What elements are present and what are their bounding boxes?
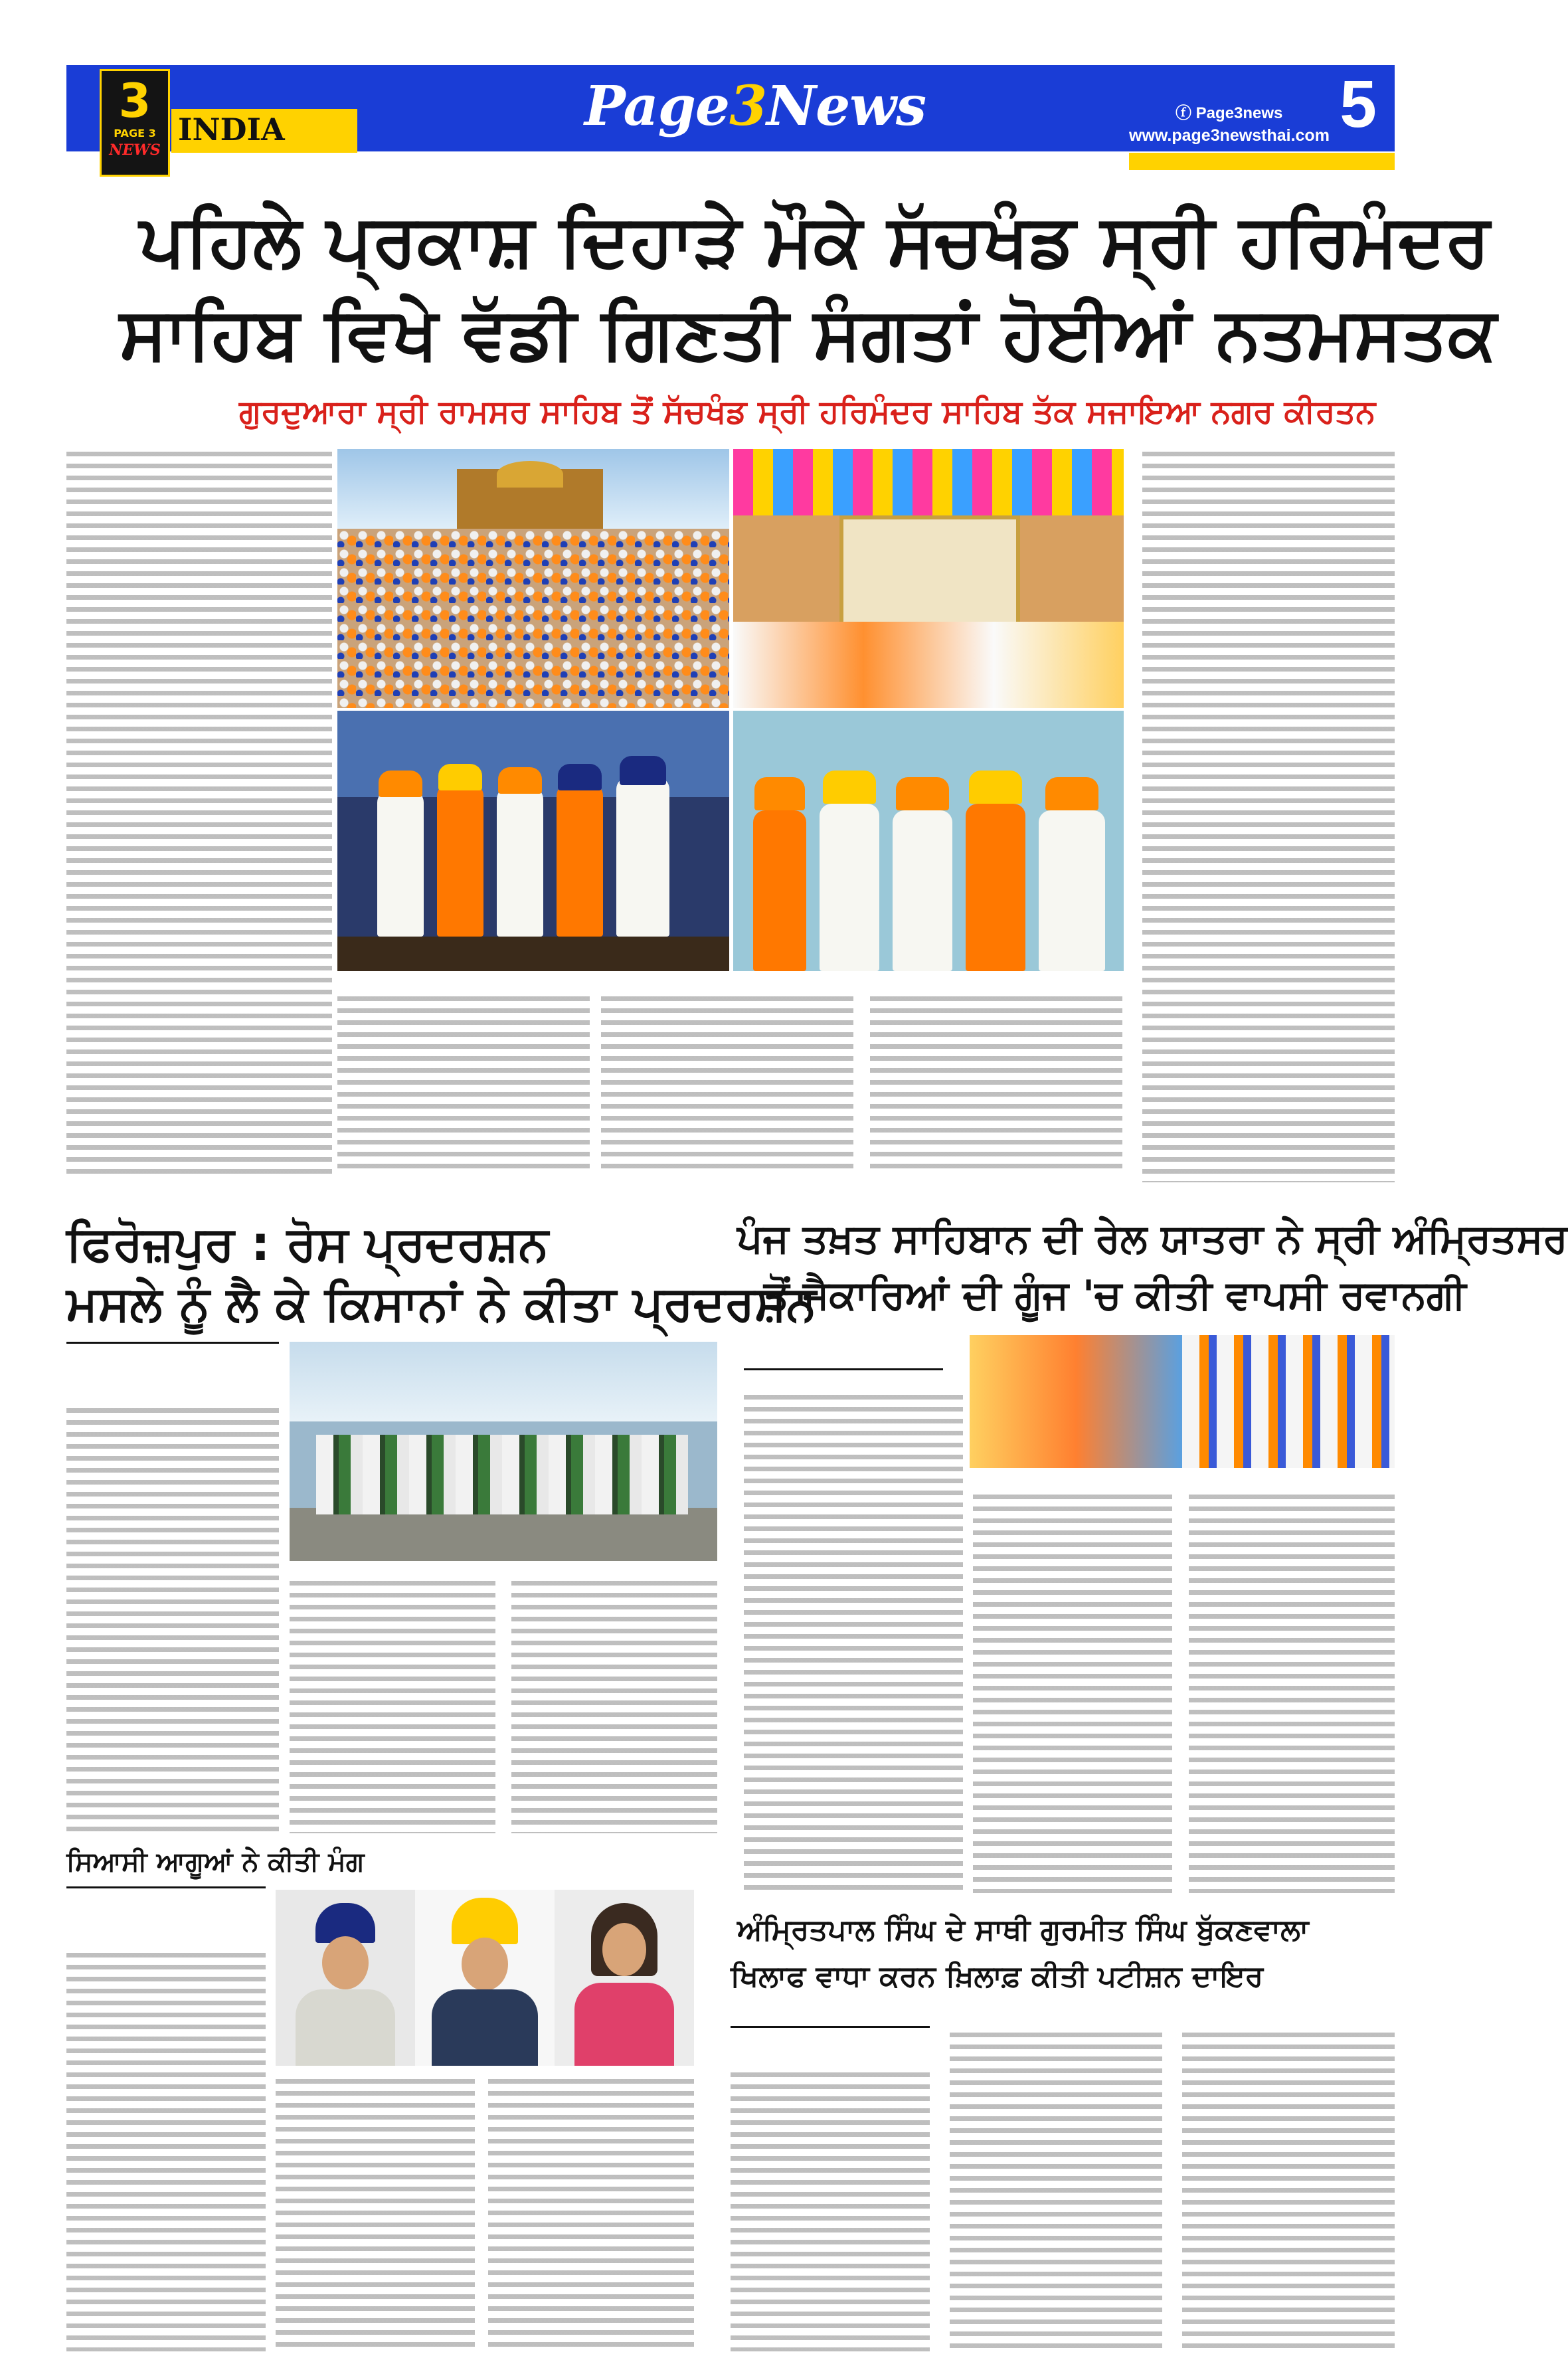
photo-person [966,804,1025,971]
story2-text-column-2 [290,1581,495,1833]
photo-person [557,784,603,937]
story5-headline-line2: ਖਿਲਾਫ ਵਾਧਾ ਕਰਨ ਖ਼ਿਲਾਫ਼ ਕੀਤੀ ਪਟੀਸ਼ਨ ਦਾਇਰ [731,1959,1264,1993]
photo-turban [896,777,949,810]
facebook-icon: ⓕ [1176,104,1196,122]
story4-text-column-2 [276,2079,475,2351]
story2-text-column-3 [511,1581,717,1833]
photo-ground [290,1508,717,1561]
photo-person [616,777,669,937]
photo-turban [379,771,422,797]
story3-headline-line1: ਪੰਜ ਤਖ਼ਤ ਸਾਹਿਬਾਨ ਦੀ ਰੇਲ ਯਾਤਰਾ ਨੇ ਸ੍ਰੀ ਅੰਮ੍ਰਿਤਸਰ [737,1216,1568,1262]
photo-person [1039,810,1105,971]
lead-text-column-1 [66,452,332,1176]
story3-text-column-2 [973,1495,1172,1893]
brand-three: 3 [729,74,767,138]
story4-text-column-1 [66,1953,266,2351]
photo-right [1182,1335,1395,1468]
story3-headline-line2: ਤੋਂ ਜੈਕਾਰਿਆਂ ਦੀ ਗੂੰਜ 'ਚ ਕੀਤੀ ਵਾਪਸੀ ਰਵਾਨਗੀ [764,1272,1466,1319]
photo-rail-yatra [970,1335,1395,1468]
photo-turban [620,756,666,785]
photo-person [437,784,483,937]
story3-text-column-3 [1189,1495,1395,1893]
photo-turban [823,771,876,804]
portrait-body [574,1983,674,2066]
story3-rule [744,1368,943,1370]
photo-person [497,787,543,937]
photo-sky [290,1342,717,1421]
lead-headline-line1: ਪਹਿਲੇ ਪ੍ਰਕਾਸ਼ ਦਿਹਾੜੇ ਮੌਕੇ ਸੱਚਖੰਡ ਸ੍ਰੀ ਹਰਿਮੰਦਰ [139,199,1490,282]
portrait-2 [415,1890,555,2066]
story2-text-column-1 [66,1408,279,1833]
photo-palki-sahib [733,449,1124,708]
portrait-body [432,1989,538,2066]
photo-person [377,790,424,937]
story5-rule [731,2026,930,2028]
section-label: INDIA [178,112,285,147]
story5-text-column-2 [950,2033,1162,2351]
logo-number: 3 [118,74,151,128]
story5-text-column-1 [731,2072,930,2351]
photo-person [820,804,879,971]
story4-rule [66,1886,266,1888]
brand-title [584,74,926,138]
story4-text-column-3 [488,2079,694,2351]
page-number: 5 [1340,67,1377,141]
story4-headline: ਸਿਆਸੀ ਆਗੂਆਂ ਨੇ ਕੀਤੀ ਮੰਗ [66,1847,365,1877]
facebook-handle [1176,100,1282,123]
photo-dome [497,461,563,488]
lead-headline-line2: ਸਾਹਿਬ ਵਿਖੇ ਵੱਡੀ ਗਿਣਤੀ ਸੰਗਤਾਂ ਹੋਈਆਂ ਨਤਮਸਤਕ [120,292,1497,375]
photo-sevadars [733,622,1124,708]
story5-headline-line1: ਅੰਮ੍ਰਿਤਪਾਲ ਸਿੰਘ ਦੇ ਸਾਥੀ ਗੁਰਮੀਤ ਸਿੰਘ ਬੁੱਕਣਵਾਲਾ [737,1913,1309,1947]
story5-text-column-3 [1182,2033,1395,2351]
lead-text-column-right [1142,452,1395,1182]
lead-subheadline: ਗੁਰਦੁਆਰਾ ਸ੍ਰੀ ਰਾਮਸਰ ਸਾਹਿਬ ਤੋਂ ਸੱਚਖੰਡ ਸ੍ਰੀ ਹਰਿਮੰਦਰ ਸਾਹਿਬ ਤੱਕ ਸਜਾਇਆ ਨਗਰ ਕੀਰਤਨ [239,393,1376,430]
photo-person [753,810,806,971]
photo-floor [337,937,729,971]
lead-text-column-3 [601,996,853,1176]
brand-right: News [766,74,926,138]
brand-left: Page [584,74,730,138]
photo-turban [754,777,805,810]
portrait-body [296,1989,395,2066]
photo-protest-group [290,1342,717,1561]
photo-procession-1 [337,711,729,971]
logo-text: PAGE 3 [114,127,156,139]
photo-people-row [316,1435,688,1514]
photo-turban [498,767,542,794]
photo-leaders [276,1890,694,2066]
story3-text-column-1 [744,1395,963,1893]
photo-turban [1045,777,1098,810]
logo-news: NEWS [109,141,161,159]
photo-left [970,1335,1182,1468]
publication-logo [100,69,170,177]
photo-person [893,810,952,971]
photo-turban [438,764,482,790]
portrait-3 [555,1890,694,2066]
photo-turban [969,771,1022,804]
photo-crowd [337,529,729,708]
story2-headline-line2: ਮਸਲੇ ਨੂੰ ਲੈ ਕੇ ਕਿਸਾਨਾਂ ਨੇ ਕੀਤਾ ਪ੍ਰਦਰਸ਼ਨ [66,1275,817,1331]
story2-headline-line1: ਫਿਰੋਜ਼ਪੁਰ : ਰੋਸ ਪ੍ਰਦਰਸ਼ਨ [66,1216,549,1271]
portrait-1 [276,1890,415,2066]
portrait-face [322,1936,369,1989]
story2-rule [66,1342,279,1344]
lead-text-column-4 [870,996,1122,1176]
portrait-face [602,1923,646,1976]
photo-procession-2 [733,711,1124,971]
facebook-text: Page3news [1195,104,1283,122]
date-strip [1129,153,1395,170]
photo-turban [558,764,602,790]
website-url: www.page3newsthai.com [1129,126,1330,145]
lead-text-column-2 [337,996,590,1176]
portrait-face [462,1938,508,1991]
photo-decoration [733,449,1124,515]
photo-golden-temple-crowd [337,449,729,708]
